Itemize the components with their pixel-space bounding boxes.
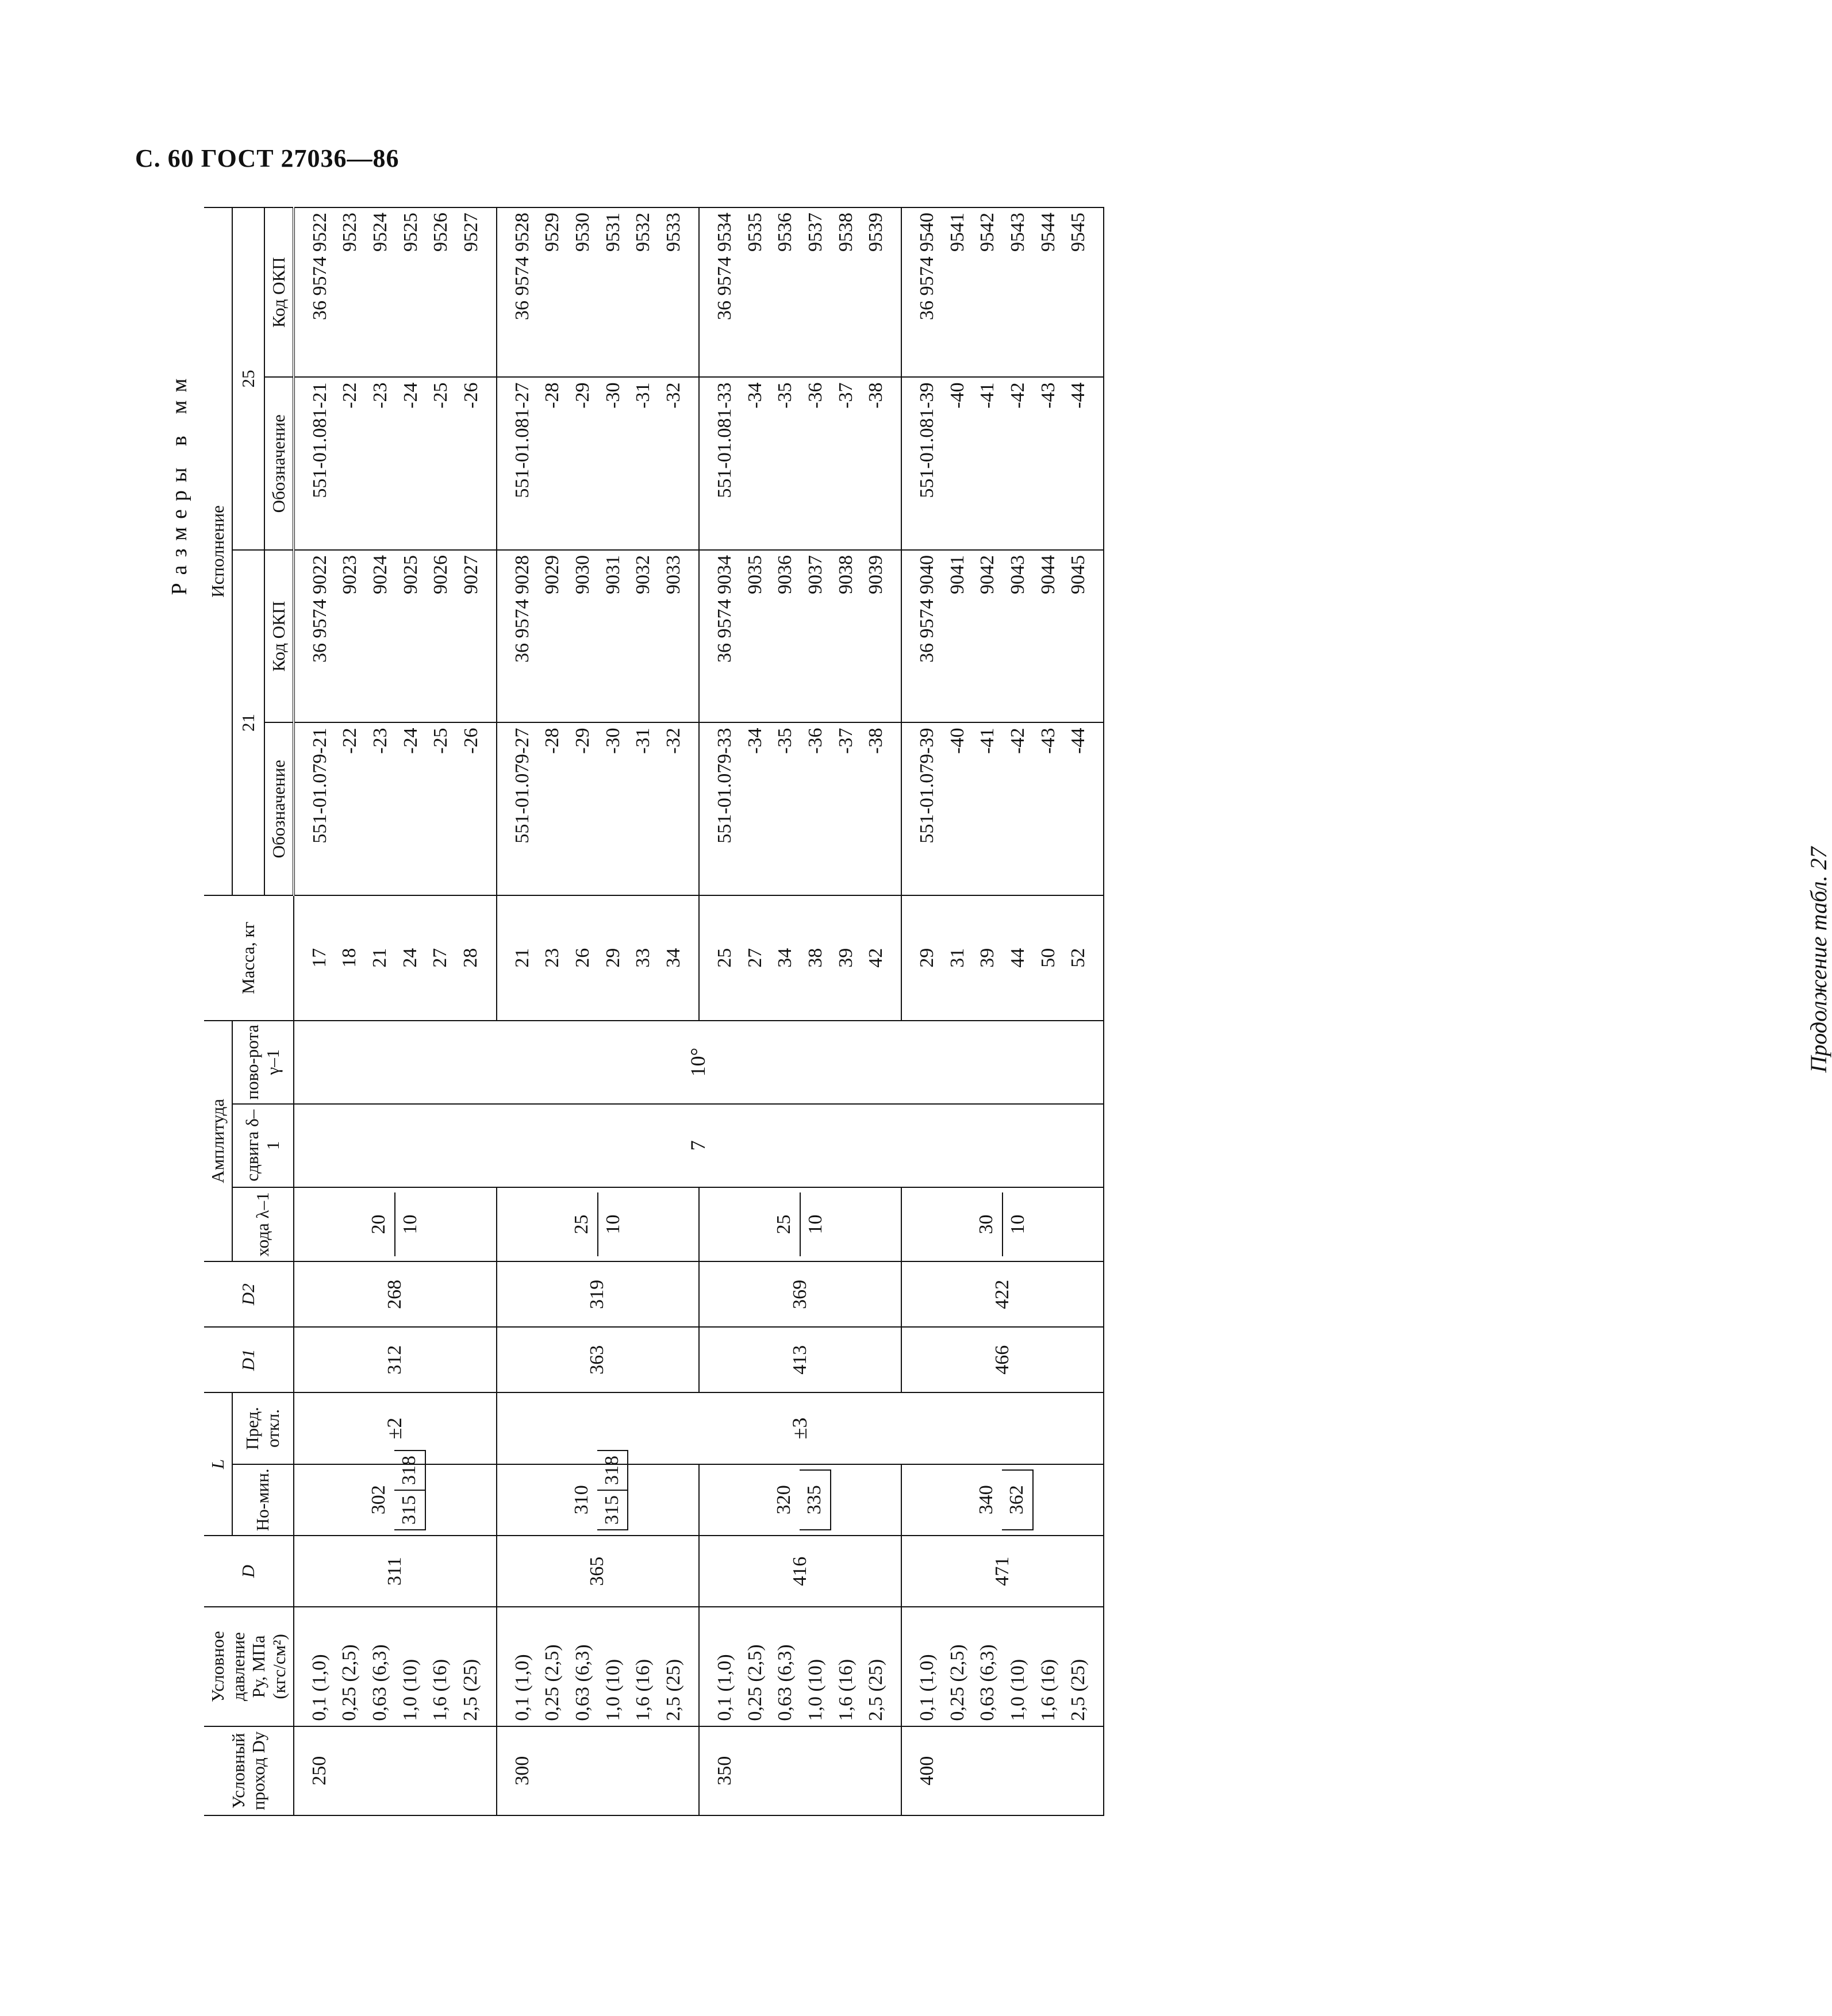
- mass-cell-line: 27: [744, 948, 766, 968]
- okp-21-cell-line: 36 9574 9028: [511, 555, 533, 663]
- mass-cell-line: 29: [916, 948, 938, 968]
- okp-21-cell-line: 9039: [865, 555, 887, 594]
- okp-21-cell-line: 9042: [977, 555, 998, 594]
- designation-21-cell-line: -37: [835, 728, 857, 754]
- okp-25-cell: [901, 207, 1104, 377]
- designation-21-cell-line: -25: [430, 728, 452, 754]
- l-tolerance-value: ±2: [294, 1392, 497, 1464]
- pressure-cell-line: 0,1 (1,0): [511, 1654, 533, 1721]
- okp-25-cell-line: 9542: [977, 213, 998, 252]
- l-alt-value: 362: [1002, 1470, 1033, 1530]
- d1-value: 312: [294, 1327, 497, 1392]
- designation-25-cell-line: 551-01.081-27: [511, 382, 533, 498]
- dy-value: 300: [511, 1756, 533, 1786]
- okp-21-cell-line: 9035: [744, 555, 766, 594]
- travel-main-value: 25: [773, 1214, 795, 1234]
- dy-value: 350: [713, 1756, 735, 1786]
- okp-25-cell-line: 9538: [835, 213, 857, 252]
- mass-cell-line: 29: [602, 948, 624, 968]
- pressure-cell-line: 1,6 (16): [632, 1659, 654, 1721]
- travel-alt-value: 10: [597, 1192, 629, 1257]
- mass-cell: [901, 895, 1104, 1021]
- pressure-cell-line: 2,5 (25): [1067, 1659, 1089, 1721]
- table-row: [901, 207, 1104, 1815]
- okp-25-cell-line: 9526: [430, 213, 452, 252]
- mass-cell-line: 31: [946, 948, 968, 968]
- pressure-cell: [294, 1607, 497, 1726]
- okp-25-cell-line: 9530: [572, 213, 594, 252]
- d-value: 416: [699, 1536, 901, 1607]
- okp-21-cell-line: 9025: [400, 555, 421, 594]
- table-row: [497, 207, 699, 1815]
- pressure-cell: [901, 1607, 1104, 1726]
- l-nominal-cell: [901, 1464, 1104, 1536]
- mass-cell-line: 44: [1007, 948, 1028, 968]
- okp-21-cell-line: 9032: [632, 555, 654, 594]
- okp-21-cell-line: 9024: [369, 555, 391, 594]
- col-header-l-nominal: Но-мин.: [232, 1464, 294, 1536]
- designation-21-cell-line: -36: [804, 728, 826, 754]
- designation-21-cell-line: -31: [632, 728, 654, 754]
- pressure-cell-line: 0,1 (1,0): [308, 1654, 330, 1721]
- l-alt-row: [800, 1470, 831, 1530]
- col-header-pressure: Условное давление Pу, МПа (кгс/см²): [204, 1607, 294, 1726]
- pressure-cell-line: 0,1 (1,0): [713, 1654, 735, 1721]
- col-header-designation-21: Обозначение: [264, 722, 294, 895]
- designation-21-cell-line: -22: [339, 728, 361, 754]
- dy-cell: [901, 1726, 1104, 1815]
- mass-cell-line: 25: [713, 948, 735, 968]
- l-alt-row: [394, 1451, 425, 1530]
- pressure-cell-line: 1,6 (16): [1037, 1659, 1059, 1721]
- table-row: [294, 207, 497, 1815]
- pressure-cell-line: 1,0 (10): [602, 1659, 624, 1721]
- table-body: [294, 207, 1104, 1815]
- d-value: 365: [497, 1536, 699, 1607]
- designation-25-cell-line: -36: [804, 382, 826, 409]
- pressure-cell-line: 0,25 (2,5): [946, 1644, 968, 1721]
- spec-table: [204, 207, 1104, 1816]
- col-header-amp-travel: хода λ–1: [232, 1187, 294, 1262]
- travel-main-value: 30: [975, 1214, 997, 1234]
- okp-21-cell: [699, 550, 901, 723]
- designation-25-cell-line: -32: [663, 382, 685, 409]
- travel-cell: [294, 1187, 497, 1262]
- okp-25-cell-line: 36 9574 9528: [511, 213, 533, 320]
- designation-21-cell-line: -23: [369, 728, 391, 754]
- pressure-cell: [699, 1607, 901, 1726]
- designation-21-cell-line: -30: [602, 728, 624, 754]
- designation-21-cell-line: 551-01.079-21: [309, 728, 331, 844]
- dy-cell: [497, 1726, 699, 1815]
- designation-21-cell-line: 551-01.079-27: [511, 728, 533, 844]
- mass-cell-line: 50: [1037, 948, 1059, 968]
- okp-21-cell-line: 9023: [339, 555, 361, 594]
- okp-21-cell-line: 9045: [1067, 555, 1089, 594]
- designation-21-cell-line: 551-01.079-33: [713, 728, 735, 844]
- okp-21-cell-line: 36 9574 9022: [309, 555, 331, 663]
- col-header-okp-21: Код ОКП: [264, 550, 294, 723]
- mass-cell-line: 24: [399, 948, 421, 968]
- designation-25-cell: [699, 377, 901, 550]
- designation-21-cell: [497, 722, 699, 895]
- okp-21-cell-line: 9030: [572, 555, 594, 594]
- mass-cell-line: 39: [835, 948, 857, 968]
- okp-21-cell-line: 9043: [1007, 555, 1028, 594]
- l-alt-values: [597, 1450, 629, 1530]
- okp-25-cell: [699, 207, 901, 377]
- d1-value: 466: [901, 1327, 1104, 1392]
- designation-25-cell-line: -28: [541, 382, 563, 409]
- l-alt-values: [1002, 1469, 1034, 1530]
- designation-21-cell: [699, 722, 901, 895]
- mass-cell-line: 21: [511, 948, 533, 968]
- designation-25-cell-line: -37: [835, 382, 857, 409]
- okp-25-cell: [294, 207, 497, 377]
- d2-value: 319: [497, 1261, 699, 1327]
- okp-25-cell-line: 9544: [1037, 213, 1059, 252]
- designation-25-cell: [294, 377, 497, 550]
- pressure-cell-line: 0,25 (2,5): [339, 1644, 360, 1721]
- l-alt-row: [597, 1451, 628, 1530]
- okp-25-cell-line: 9524: [369, 213, 391, 252]
- mass-cell-line: 33: [632, 948, 654, 968]
- pressure-cell-line: 1,6 (16): [835, 1659, 857, 1721]
- col-header-dy: Условный проход Dу: [204, 1726, 294, 1815]
- designation-21-cell-line: -35: [774, 728, 796, 754]
- l-alt-value: 335: [800, 1470, 831, 1530]
- okp-21-cell-line: 9038: [835, 555, 857, 594]
- okp-21-cell-line: 36 9574 9040: [916, 555, 938, 663]
- okp-25-cell-line: 36 9574 9534: [713, 213, 735, 320]
- l-nominal-value: 302: [368, 1485, 390, 1515]
- pressure-cell: [497, 1607, 699, 1726]
- designation-21-cell-line: -34: [744, 728, 766, 754]
- designation-25-cell-line: -44: [1067, 382, 1089, 409]
- pressure-cell-line: 1,6 (16): [429, 1659, 451, 1721]
- designation-21-cell-line: -29: [572, 728, 594, 754]
- col-header-mass: Масса, кг: [204, 895, 294, 1021]
- mass-cell-line: 42: [865, 948, 887, 968]
- col-header-exec-21: 21: [232, 550, 264, 895]
- pressure-cell-line: 0,63 (6,3): [977, 1644, 998, 1721]
- designation-25-cell-line: -40: [946, 382, 968, 409]
- mass-cell-line: 21: [368, 948, 390, 968]
- pressure-cell-line: 2,5 (25): [460, 1659, 481, 1721]
- travel-main-value: 25: [571, 1214, 593, 1234]
- travel-alt-value: 10: [394, 1192, 426, 1257]
- mass-cell-line: 38: [804, 948, 826, 968]
- okp-21-cell-line: 36 9574 9034: [713, 555, 735, 663]
- okp-25-cell-line: 9536: [774, 213, 796, 252]
- okp-25-cell: [497, 207, 699, 377]
- designation-25-cell-line: -34: [744, 382, 766, 409]
- dy-value: 250: [308, 1756, 330, 1786]
- designation-25-cell: [901, 377, 1104, 550]
- mass-cell: [294, 895, 497, 1021]
- mass-cell: [497, 895, 699, 1021]
- designation-21-cell-line: -42: [1007, 728, 1028, 754]
- designation-25-cell-line: -29: [572, 382, 594, 409]
- okp-21-cell-line: 9036: [774, 555, 796, 594]
- l-nominal-value: 340: [975, 1485, 997, 1515]
- travel-cell: [901, 1187, 1104, 1262]
- okp-25-cell-line: 36 9574 9540: [916, 213, 938, 320]
- okp-25-cell-line: 9537: [804, 213, 826, 252]
- pressure-cell-line: 0,25 (2,5): [541, 1644, 563, 1721]
- l-tolerance-value: ±3: [497, 1392, 1104, 1464]
- pressure-cell-line: 2,5 (25): [663, 1659, 685, 1721]
- okp-25-cell-line: 9523: [339, 213, 361, 252]
- okp-25-cell-line: 9531: [602, 213, 624, 252]
- units-caption: Размеры в мм: [167, 370, 191, 595]
- mass-cell-line: 18: [339, 948, 360, 968]
- okp-25-cell-line: 9525: [400, 213, 421, 252]
- pressure-cell-line: 0,63 (6,3): [368, 1644, 390, 1721]
- travel-alt-value: 10: [800, 1192, 831, 1257]
- okp-21-cell-line: 9027: [460, 555, 482, 594]
- dy-cell: [699, 1726, 901, 1815]
- l-nominal-value: 320: [773, 1485, 795, 1515]
- rotated-table-container: [204, 207, 1239, 1816]
- okp-25-cell-line: 9532: [632, 213, 654, 252]
- d2-value: 369: [699, 1261, 901, 1327]
- d-value: 471: [901, 1536, 1104, 1607]
- mass-cell-line: 28: [460, 948, 481, 968]
- designation-25-cell-line: -30: [602, 382, 624, 409]
- mass-cell: [699, 895, 901, 1021]
- designation-21-cell-line: -38: [865, 728, 887, 754]
- col-header-designation-25: Обозначение: [264, 377, 294, 550]
- pressure-cell-line: 0,25 (2,5): [744, 1644, 766, 1721]
- d-value: 311: [294, 1536, 497, 1607]
- okp-21-cell-line: 9031: [602, 555, 624, 594]
- col-header-amp-shift: сдвига δ–1: [232, 1104, 294, 1187]
- okp-25-cell-line: 9543: [1007, 213, 1028, 252]
- designation-25-cell-line: 551-01.081-39: [916, 382, 938, 498]
- pressure-cell-line: 1,0 (10): [1007, 1659, 1028, 1721]
- mass-cell-line: 27: [429, 948, 451, 968]
- okp-21-cell-line: 9026: [430, 555, 452, 594]
- table-row: [699, 207, 901, 1815]
- l-alt-value: 315: [394, 1490, 425, 1530]
- l-nominal-value: 310: [571, 1485, 593, 1515]
- okp-25-cell-line: 9541: [946, 213, 968, 252]
- travel-cell: [699, 1187, 901, 1262]
- mass-cell-line: 39: [977, 948, 998, 968]
- okp-21-cell: [294, 550, 497, 723]
- okp-21-cell: [901, 550, 1104, 723]
- designation-25-cell-line: -24: [400, 382, 421, 409]
- col-header-d: D: [204, 1536, 294, 1607]
- mass-cell-line: 52: [1067, 948, 1089, 968]
- designation-21-cell-line: -40: [946, 728, 968, 754]
- okp-21-cell-line: 9037: [804, 555, 826, 594]
- col-header-exec-25: 25: [232, 207, 264, 550]
- okp-25-cell-line: 36 9574 9522: [309, 213, 331, 320]
- designation-25-cell-line: -43: [1037, 382, 1059, 409]
- designation-21-cell-line: 551-01.079-39: [916, 728, 938, 844]
- designation-25-cell-line: -23: [369, 382, 391, 409]
- okp-25-cell-line: 9533: [663, 213, 685, 252]
- okp-25-cell-line: 9539: [865, 213, 887, 252]
- designation-21-cell-line: -43: [1037, 728, 1059, 754]
- travel-alt-value: 10: [1002, 1192, 1034, 1257]
- l-alt-values: [800, 1469, 831, 1530]
- l-alt-row: [1002, 1470, 1033, 1530]
- pressure-cell-line: 1,0 (10): [399, 1659, 421, 1721]
- mass-cell-line: 34: [663, 948, 685, 968]
- designation-21-cell-line: -26: [460, 728, 482, 754]
- designation-21-cell: [294, 722, 497, 895]
- designation-25-cell-line: 551-01.081-33: [713, 382, 735, 498]
- designation-21-cell-line: -41: [977, 728, 998, 754]
- l-alt-values: [394, 1450, 426, 1530]
- d1-value: 363: [497, 1327, 699, 1392]
- dy-value: 400: [916, 1756, 938, 1786]
- designation-25-cell-line: -22: [339, 382, 361, 409]
- designation-25-cell-line: -26: [460, 382, 482, 409]
- d2-value: 268: [294, 1261, 497, 1327]
- designation-21-cell-line: -24: [400, 728, 421, 754]
- pressure-cell-line: 0,63 (6,3): [572, 1644, 594, 1721]
- okp-21-cell-line: 9041: [946, 555, 968, 594]
- col-header-amplitude: Амплитуда: [204, 1021, 232, 1262]
- mass-cell-line: 17: [308, 948, 330, 968]
- pressure-cell-line: 0,63 (6,3): [774, 1644, 796, 1721]
- l-nominal-cell: [497, 1455, 699, 1536]
- designation-25-cell-line: -35: [774, 382, 796, 409]
- l-alt-value: 318: [597, 1451, 628, 1490]
- okp-21-cell-line: 9044: [1037, 555, 1059, 594]
- mass-cell-line: 26: [572, 948, 594, 968]
- col-header-execution: Исполнение: [204, 207, 232, 895]
- designation-25-cell-line: -41: [977, 382, 998, 409]
- designation-25-cell-line: -38: [865, 382, 887, 409]
- l-nominal-cell: [699, 1464, 901, 1536]
- col-header-l: L: [204, 1392, 232, 1536]
- travel-main-value: 20: [368, 1214, 390, 1234]
- d1-value: 413: [699, 1327, 901, 1392]
- col-header-d2: D2: [204, 1261, 294, 1327]
- designation-21-cell: [901, 722, 1104, 895]
- col-header-l-tolerance: Пред. откл.: [232, 1392, 294, 1464]
- travel-cell: [497, 1187, 699, 1262]
- col-header-d1: D1: [204, 1327, 294, 1392]
- designation-21-cell-line: -32: [663, 728, 685, 754]
- okp-25-cell-line: 9527: [460, 213, 482, 252]
- okp-21-cell: [497, 550, 699, 723]
- amplitude-shift-value: 7: [294, 1104, 1104, 1187]
- designation-21-cell-line: -44: [1067, 728, 1089, 754]
- col-header-okp-25: Код ОКП: [264, 207, 294, 377]
- mass-cell-line: 23: [541, 948, 563, 968]
- col-header-amp-rotation: пово-рота γ–1: [232, 1021, 294, 1104]
- designation-25-cell: [497, 377, 699, 550]
- designation-21-cell-line: -28: [541, 728, 563, 754]
- pressure-cell-line: 0,1 (1,0): [916, 1654, 938, 1721]
- header-row-1: [204, 207, 232, 1815]
- mass-cell-line: 34: [774, 948, 796, 968]
- okp-25-cell-line: 9535: [744, 213, 766, 252]
- l-nominal-cell: [294, 1455, 497, 1536]
- l-alt-value: 315: [597, 1490, 628, 1530]
- dy-cell: [294, 1726, 497, 1815]
- designation-25-cell-line: 551-01.081-21: [309, 382, 331, 498]
- okp-25-cell-line: 9529: [541, 213, 563, 252]
- pressure-cell-line: 1,0 (10): [804, 1659, 826, 1721]
- okp-25-cell-line: 9545: [1067, 213, 1089, 252]
- table-continuation-label: Продолжение табл. 27: [1806, 847, 1831, 1073]
- page-header: С. 60 ГОСТ 27036—86: [135, 144, 400, 172]
- l-alt-value: 318: [394, 1451, 425, 1490]
- designation-25-cell-line: -42: [1007, 382, 1028, 409]
- okp-21-cell-line: 9029: [541, 555, 563, 594]
- pressure-cell-line: 2,5 (25): [865, 1659, 887, 1721]
- amplitude-rotation-value: 10°: [294, 1021, 1104, 1104]
- designation-25-cell-line: -25: [430, 382, 452, 409]
- okp-21-cell-line: 9033: [663, 555, 685, 594]
- d2-value: 422: [901, 1261, 1104, 1327]
- designation-25-cell-line: -31: [632, 382, 654, 409]
